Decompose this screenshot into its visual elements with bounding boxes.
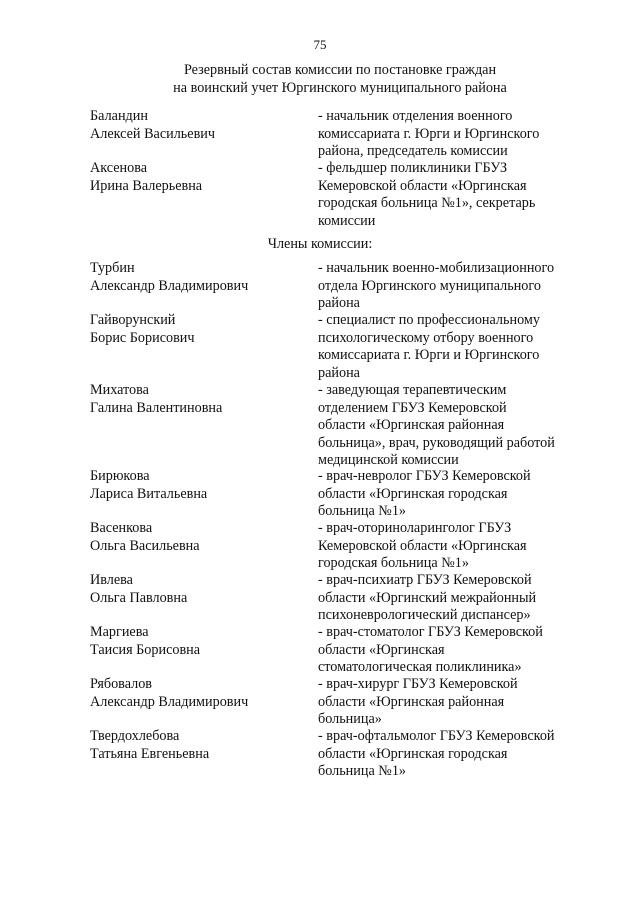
role-line: стоматологическая поликлиника» bbox=[318, 659, 522, 676]
role-line: области «Юргинская городская bbox=[318, 745, 508, 762]
role-line: отделением ГБУЗ Кемеровской bbox=[318, 399, 507, 416]
person-name bbox=[90, 624, 310, 659]
role-line: больница», врач, руководящий работой bbox=[318, 434, 555, 451]
person-surname: Турбин bbox=[90, 260, 135, 276]
role-line: комиссариата г. Юрги и Юргинского bbox=[318, 347, 540, 364]
person-given-names: Александр Владимирович bbox=[90, 693, 249, 710]
person-role bbox=[318, 312, 586, 382]
person-role bbox=[318, 520, 586, 573]
role-line: отдела Юргинского муниципального bbox=[318, 277, 541, 294]
person-given-names: Алексей Васильевич bbox=[90, 125, 215, 142]
role-line: городская больница №1» bbox=[318, 555, 469, 572]
person-given-names: Ольга Васильевна bbox=[90, 537, 200, 554]
page-number: 75 bbox=[313, 37, 327, 52]
person-role bbox=[318, 382, 586, 470]
person-surname: Маргиева bbox=[90, 624, 149, 640]
person-name bbox=[90, 312, 310, 347]
role-line: области «Юргинская городская bbox=[318, 485, 508, 502]
role-line: района, председатель комиссии bbox=[318, 143, 508, 160]
person-given-names: Лариса Витальевна bbox=[90, 485, 208, 502]
role-line: городская больница №1», секретарь bbox=[318, 195, 536, 212]
role-line: медицинской комиссии bbox=[318, 452, 459, 469]
person-role bbox=[318, 260, 586, 313]
role-line: Кемеровской области «Юргинская bbox=[318, 177, 527, 194]
role-line: психоневрологический диспансер» bbox=[318, 607, 531, 624]
role-line: - врач-невролог ГБУЗ Кемеровской bbox=[318, 468, 531, 484]
person-role bbox=[318, 468, 586, 521]
role-line: - врач-хирург ГБУЗ Кемеровской bbox=[318, 676, 518, 692]
role-line: - фельдшер поликлиники ГБУЗ bbox=[318, 160, 508, 176]
role-line: - врач-стоматолог ГБУЗ Кемеровской bbox=[318, 624, 543, 640]
role-line: области «Юргинская районная bbox=[318, 417, 505, 434]
role-line: района bbox=[318, 295, 360, 312]
role-line: больница» bbox=[318, 711, 382, 728]
role-line: комиссии bbox=[318, 212, 376, 229]
role-line: области «Юргинская bbox=[318, 641, 445, 658]
person-surname: Бирюкова bbox=[90, 468, 150, 484]
person-name bbox=[90, 468, 310, 503]
members-heading: Члены комиссии: bbox=[267, 236, 373, 252]
person-name bbox=[90, 108, 310, 143]
title-line-2: на воинский учет Юргинского муниципального района bbox=[173, 79, 507, 96]
role-line: психологическому отбору военного bbox=[318, 329, 534, 346]
person-given-names: Татьяна Евгеньевна bbox=[90, 745, 210, 762]
person-role bbox=[318, 572, 586, 625]
person-surname: Баландин bbox=[90, 108, 148, 124]
role-line: Кемеровской области «Юргинская bbox=[318, 537, 527, 554]
person-role bbox=[318, 160, 586, 230]
person-surname: Рябовалов bbox=[90, 676, 152, 692]
person-given-names: Борис Борисович bbox=[90, 329, 195, 346]
person-role bbox=[318, 624, 586, 677]
role-line: - специалист по профессиональному bbox=[318, 312, 540, 328]
role-line: области «Юргинский межрайонный bbox=[318, 589, 537, 606]
person-given-names: Галина Валентиновна bbox=[90, 399, 223, 416]
person-surname: Ивлева bbox=[90, 572, 133, 588]
role-line: - начальник военно-мобилизационного bbox=[318, 260, 555, 276]
person-name bbox=[90, 160, 310, 195]
person-name bbox=[90, 676, 310, 711]
person-given-names: Александр Владимирович bbox=[90, 277, 249, 294]
role-line: области «Юргинская районная bbox=[318, 693, 505, 710]
role-line: больница №1» bbox=[318, 503, 407, 520]
person-surname: Гайворунский bbox=[90, 312, 176, 328]
person-name bbox=[90, 260, 310, 295]
person-surname: Михатова bbox=[90, 382, 149, 398]
person-name bbox=[90, 382, 310, 417]
person-role bbox=[318, 676, 586, 729]
person-given-names: Ольга Павловна bbox=[90, 589, 188, 606]
person-name bbox=[90, 728, 310, 763]
person-given-names: Таисия Борисовна bbox=[90, 641, 201, 658]
document-title bbox=[120, 62, 560, 97]
role-line: района bbox=[318, 364, 360, 381]
role-line: - начальник отделения военного bbox=[318, 108, 513, 124]
role-line: - заведующая терапевтическим bbox=[318, 382, 507, 398]
role-line: - врач-психиатр ГБУЗ Кемеровской bbox=[318, 572, 532, 588]
person-name bbox=[90, 572, 310, 607]
title-line-1: Резервный состав комиссии по постановке граждан bbox=[183, 62, 497, 78]
person-name bbox=[90, 520, 310, 555]
person-given-names: Ирина Валерьевна bbox=[90, 177, 203, 194]
person-surname: Васенкова bbox=[90, 520, 153, 536]
person-surname: Аксенова bbox=[90, 160, 148, 176]
person-role bbox=[318, 108, 586, 161]
role-line: - врач-оториноларинголог ГБУЗ bbox=[318, 520, 512, 536]
person-surname: Твердохлебова bbox=[90, 728, 180, 744]
role-line: больница №1» bbox=[318, 763, 407, 780]
role-line: комиссариата г. Юрги и Юргинского bbox=[318, 125, 540, 142]
person-role bbox=[318, 728, 586, 781]
role-line: - врач-офтальмолог ГБУЗ Кемеровской bbox=[318, 728, 555, 744]
